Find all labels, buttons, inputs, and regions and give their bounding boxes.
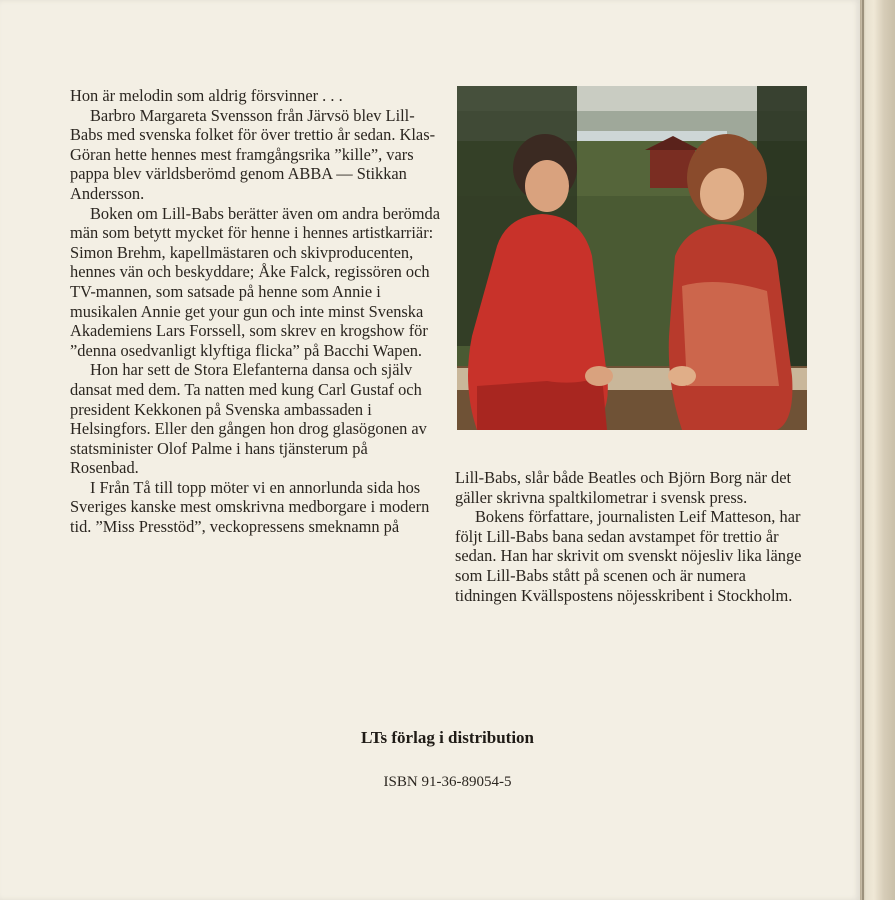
blurb-left-column (70, 86, 440, 537)
blurb-paragraph: Boken om Lill-Babs berätter även om andra berömda män som betytt mycket för henne i hennes artistkarriär: Simon Brehm, kapellmästaren och skivproducenten, hennes vän och beskyddare; Åke Falck, regissören och TV-mannen, som satsade på henne som Annie i musikalen Annie get your gun och inte minst Svenska Akademiens Lars Forssell, som skrev en krogshow för ”denna osedvanligt klyftiga flicka” på Bacchi Wapen. (70, 203, 441, 360)
spine-edge (862, 0, 864, 900)
photo-two-women-icon (457, 86, 807, 430)
blurb-paragraph: Barbro Margareta Svensson från Järvsö blev Lill-Babs med svenska folket för över trettio år sedan. Klas-Göran hette hennes mest framgångsrika ”kille”, vars pappa blev världsberömd genom ABBA — Stikkan Andersson. (70, 105, 436, 203)
blurb-right-column (455, 468, 805, 605)
isbn-number: ISBN 91-36-89054-5 (383, 774, 512, 790)
blurb-paragraph: Hon har sett de Stora Elefanterna dansa och själv dansat med dem. Ta natten med kung Carl Gustaf och president Kekkonen på Svenska ambassaden i Helsingfors. Eller den gången hon drog glasögonen av statsminister Olof Palme i hans tjänsterum på Rosenbad. (70, 360, 427, 478)
blurb-paragraph: I Från Tå till topp möter vi en annorlunda sida hos Sveriges kanske mest omskrivna medborgare i modern tid. ”Miss Presstöd”, veckopressens smeknamn på (70, 477, 430, 537)
publisher-line: LTs förlag i distribution (360, 728, 535, 747)
book-spine (860, 0, 895, 900)
blurb-paragraph: Hon är melodin som aldrig försvinner . . . (70, 86, 343, 105)
cover-photo (457, 86, 807, 430)
blurb-paragraph: Bokens författare, journalisten Leif Matteson, har följt Lill-Babs bana sedan avstampet för trettio år sedan. Han har skrivit om svenskt nöjesliv lika länge som Lill-Babs stått på scenen och är numera tidningen Kvällspostens nöjesskribent i Stockholm. (455, 507, 802, 605)
blurb-paragraph: Lill-Babs, slår både Beatles och Björn Borg när det gäller skrivna spaltkilometrar i svensk press. (455, 468, 792, 507)
